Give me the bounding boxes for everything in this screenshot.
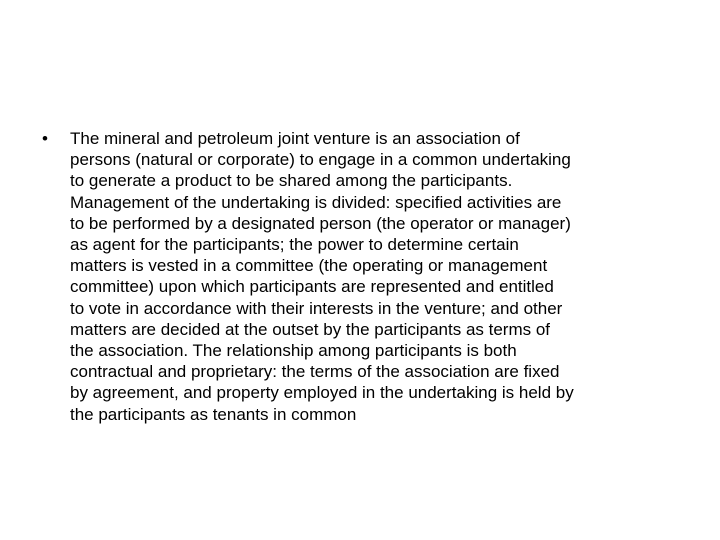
paragraph-line: to be performed by a designated person (the operator or manager) [70, 213, 571, 233]
bullet-list [42, 128, 682, 425]
paragraph-line: persons (natural or corporate) to engage in a common undertaking [70, 150, 571, 170]
bullet-item [42, 128, 682, 425]
paragraph-line: the association. The relationship among participants is both [70, 341, 517, 361]
paragraph-line: Management of the undertaking is divided: specified activities are [70, 192, 562, 212]
paragraph-line: as agent for the participants; the power to determine certain [70, 235, 519, 255]
paragraph-line: matters are decided at the outset by the participants as terms of [70, 319, 551, 339]
paragraph-line: The mineral and petroleum joint venture is an association of [70, 129, 520, 148]
paragraph-line: the participants as tenants in common [70, 404, 357, 424]
paragraph-line: by agreement, and property employed in the undertaking is held by [70, 383, 574, 403]
paragraph-line: contractual and proprietary: the terms of the association are fixed [70, 362, 560, 382]
paragraph-line: committee) upon which participants are represented and entitled [70, 277, 554, 297]
bullet-icon: • [42, 129, 48, 148]
paragraph-line: to generate a product to be shared among the participants. [70, 171, 513, 191]
paragraph-line: matters is vested in a committee (the operating or management [70, 256, 548, 276]
paragraph-line: to vote in accordance with their interests in the venture; and other [70, 298, 563, 318]
